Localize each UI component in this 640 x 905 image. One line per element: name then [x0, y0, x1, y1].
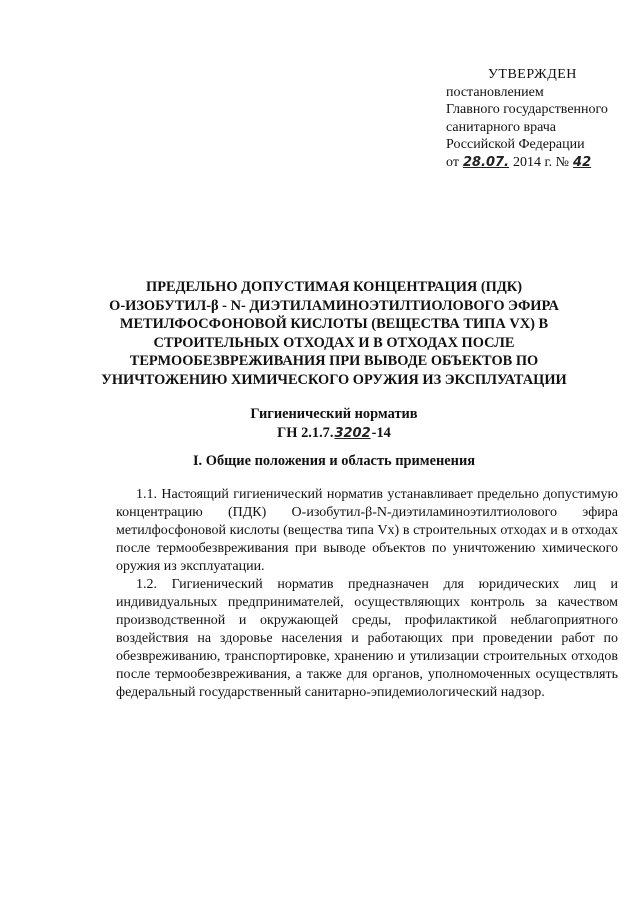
- title-line: ПРЕДЕЛЬНО ДОПУСТИМАЯ КОНЦЕНТРАЦИЯ (ПДК): [146, 279, 522, 295]
- norm-code-prefix: ГН 2.1.7.: [277, 424, 334, 441]
- title-line: МЕТИЛФОСФОНОВОЙ КИСЛОТЫ (ВЕЩЕСТВА ТИПА VX) В: [119, 316, 549, 332]
- title-line: ТЕРМООБЕЗВРЕЖИВАНИЯ ПРИ ВЫВОДЕ ОБЪЕКТОВ ПО: [129, 353, 539, 369]
- document-body: [116, 486, 618, 702]
- approval-date-prefix: от: [446, 154, 459, 170]
- approval-line-4: Российской Федерации: [446, 137, 585, 152]
- document-title: [100, 278, 568, 389]
- approval-line-1: постановлением: [446, 84, 544, 100]
- approval-date-year: 2014 г. №: [513, 154, 570, 170]
- title-line: О-ИЗОБУТИЛ-β - N- ДИЭТИЛАМИНОЭТИЛТИОЛОВОГО ЭФИРА: [109, 297, 559, 314]
- handwritten-date: 28.07.: [462, 154, 509, 170]
- approval-heading: УТВЕРЖДЕН: [488, 67, 577, 82]
- paragraph-1-2: 1.2. Гигиенический норматив предназначен для юридических лиц и индивидуальных предпринимателей, осуществляющих контроль за качеством производственной и окружающей среды, профилактикой неблагоприятного воздействия на здоровье населения и работающих при проведении работ по обезвреживанию, транспортировке, хранению и утилизации строительных отходов после термообезвреживания, а также для органов, уполномоченных осуществлять федеральный государственный санитарно-эпидемиологический надзор.: [116, 577, 618, 700]
- approval-line-3: санитарного врача: [446, 119, 556, 135]
- norm-code: [150, 424, 518, 444]
- norm-label: Гигиенический норматив: [250, 406, 418, 422]
- title-line: УНИЧТОЖЕНИЮ ХИМИЧЕСКОГО ОРУЖИЯ ИЗ ЭКСПЛУАТАЦИИ: [101, 371, 567, 388]
- approval-date-line: [446, 154, 626, 172]
- paragraph-1-1: 1.1. Настоящий гигиенический норматив устанавливает предельно допустимую концентрацию (ПДК) О-изобутил-β-N-диэтиламиноэтилтиолового эфира метилфосфоновой кислоты (вещества типа Vx) в строительных отходах и в отходах после термообезвреживания при выводе объектов по уничтожению химического оружия из эксплуатации.: [116, 487, 618, 574]
- handwritten-number: 42: [573, 154, 592, 170]
- section-heading: I. Общие положения и область применения: [192, 453, 476, 469]
- title-line: СТРОИТЕЛЬНЫХ ОТХОДАХ И В ОТХОДАХ ПОСЛЕ: [153, 334, 515, 351]
- approval-stamp: [446, 66, 626, 171]
- norm-block: [150, 405, 518, 443]
- norm-code-suffix: -14: [371, 424, 391, 441]
- approval-line-2: Главного государственного: [446, 102, 608, 117]
- handwritten-norm-number: 3202: [334, 425, 371, 441]
